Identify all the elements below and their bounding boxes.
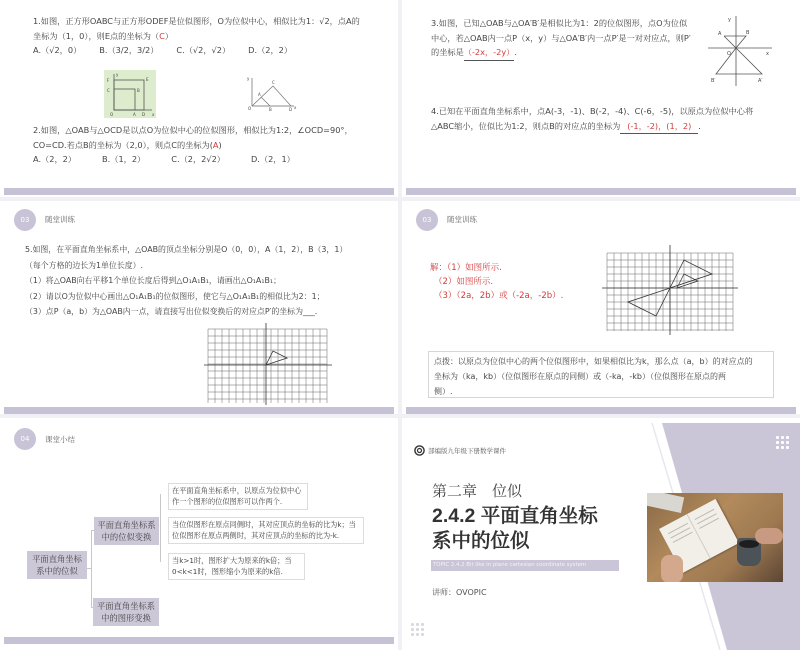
q2-answer: A (212, 139, 219, 150)
svg-text:A: A (718, 31, 722, 37)
slide-footer-bar (406, 188, 796, 195)
hint-line2: 坐标为（ka，kb）（位似图形在原点的同侧）或（-ka，-kb）（位似图形在原点的两 (434, 372, 726, 381)
q2-option-a: A.（2，2） (33, 154, 77, 164)
connector (160, 494, 161, 562)
q3-bowtie-figure (702, 12, 774, 88)
lesson-title-line1: 2.4.2 平面直角坐标 (432, 505, 598, 527)
section-title: 随堂训练 (45, 215, 75, 224)
lecturer: 讲师：OVOPIC (432, 588, 487, 597)
solution-text (430, 261, 563, 303)
slide-footer-bar (4, 188, 394, 195)
q1-option-a: A.（√2，0） (33, 45, 82, 55)
solution-line1: 解：（1）如图所示. (430, 263, 502, 273)
mindmap-branch-transform: 平面直角坐标系中的位似变换 (94, 517, 159, 545)
solution-line2: （2）如图所示. (434, 277, 494, 287)
svg-text:O: O (248, 106, 252, 111)
q2-suffix: ) (218, 139, 222, 150)
svg-text:C: C (272, 80, 275, 85)
svg-text:B: B (269, 107, 272, 112)
square-figure (104, 70, 156, 118)
mindmap-note-1: 在平面直角坐标系中，以原点为位似中心作一个图形的位似图形可以作两个. (168, 483, 308, 510)
q3-line1: 3.如图，已知△OAB与△OA′B′是相似比为1：2的位似图形，点O为位似 (431, 18, 688, 28)
connector (91, 530, 92, 608)
q1-option-d: D.（2，2） (248, 45, 293, 55)
svg-text:F: F (107, 78, 110, 83)
q3-line3 (431, 45, 711, 61)
svg-text:x: x (152, 112, 155, 117)
svg-text:A′: A′ (758, 78, 763, 84)
slide-5-summary[interactable] (0, 418, 398, 650)
svg-text:x: x (294, 105, 297, 110)
photo-hand-left (661, 555, 683, 582)
coordinate-grid-figure (202, 321, 334, 407)
svg-text:y: y (247, 76, 250, 81)
q4-answer: (-1，-2)，(1，2) (620, 119, 698, 135)
photo-papers (647, 493, 684, 513)
q3-line2: 中心，若△OAB内一点P（x，y）与△OA′B′内一点P′是一对对应点，则P′ (431, 32, 691, 43)
svg-text:x: x (766, 51, 769, 57)
mindmap-branch-figure: 平面直角坐标系中的图形变换 (93, 598, 159, 626)
photo-hand-right (755, 528, 783, 544)
slide-2-questions-3-4[interactable] (402, 0, 800, 197)
q1-line2 (33, 29, 393, 44)
svg-text:A: A (133, 112, 136, 117)
q2-line1: 2.如图，△OAB与△OCD是以点O为位似中心的位似图形，相似比为1:2，∠OCD=90°， (33, 125, 353, 135)
solution-grid-figure (600, 243, 740, 337)
q2-option-b: B.（1，2） (102, 154, 146, 164)
svg-text:E: E (146, 77, 149, 82)
q1-suffix: ） (164, 30, 174, 41)
slide-footer-bar (406, 407, 796, 414)
section-number-badge: 03 (14, 209, 36, 231)
slide-4-solution[interactable] (402, 201, 800, 414)
slide-footer-bar (4, 407, 394, 414)
svg-text:B′: B′ (711, 78, 716, 84)
q2-line2 (33, 138, 393, 153)
q3-stem: 的坐标是 (431, 47, 464, 57)
question-3 (431, 16, 711, 61)
svg-text:D: D (289, 107, 293, 112)
q2-option-d: D.（2，1） (250, 154, 295, 164)
section-title: 随堂训练 (447, 215, 477, 224)
decor-dots-bottom (411, 623, 424, 636)
q2-options (33, 152, 393, 167)
svg-text:A: A (258, 92, 261, 97)
question-1 (33, 14, 393, 58)
hint-box (428, 351, 774, 398)
q1-answer: C (159, 30, 165, 41)
svg-text:O: O (727, 51, 731, 57)
q5-line3: （1）将△OAB向右平移1个单位长度后得到△O₁A₁B₁，请画出△O₁A₁B₁； (25, 276, 281, 285)
hint-line1: 点拨：以原点为位似中心的两个位似图形中，如果相似比为k，那么点（a，b）的对应点的 (434, 357, 753, 366)
question-2 (33, 123, 393, 167)
lesson-title (432, 504, 598, 554)
decor-dots-top (776, 436, 789, 449)
svg-text:B: B (137, 88, 140, 93)
svg-text:y: y (728, 17, 731, 23)
ring-logo-icon (414, 445, 425, 456)
q1-option-b: B.（3/2，3/2） (99, 45, 159, 55)
mindmap-note-2: 当位似图形在原点同侧时，其对应顶点的坐标的比为k；当位似图形在原点两侧时，其对应顶点的坐标的比为-k. (168, 517, 364, 544)
q1-line1: 1.如图，正方形OABC与正方形ODEF是位似图形，O为位似中心，相似比为1：√2，点A的 (33, 16, 360, 26)
q4-line1: 4.已知在平面直角坐标系中，点A(-3，-1)、B(-2，-4)、C(-6，-5)，以原点为位似中心将 (431, 106, 754, 116)
slide-1-questions-1-2[interactable] (0, 0, 398, 197)
hint-line3: 侧）. (434, 387, 453, 396)
q1-stem: 坐标为（1，0），则E点的坐标为（ (33, 30, 160, 41)
section-number-badge: 04 (14, 428, 36, 450)
mindmap-note-3: 当k>1时，图形扩大为原来的k倍；当0<k<1时，图形缩小为原来的k倍. (168, 553, 305, 580)
q2-stem: CO=CD.若点B的坐标为（2,0），则点C的坐标为( (33, 139, 213, 150)
q1-option-c: C.（√2，√2） (176, 45, 231, 55)
q3-suffix: . (514, 47, 517, 57)
slide-6-cover[interactable] (402, 418, 800, 650)
q3-answer: （-2x，-2y） (464, 45, 515, 61)
question-4 (431, 104, 791, 134)
chapter-title: 第二章 位似 (432, 482, 523, 500)
svg-text:C: C (107, 88, 110, 93)
q5-line1: 5.如图，在平面直角坐标系中，△OAB的顶点坐标分别是O（0，0），A（1，2），B（3，1） (25, 245, 348, 254)
q5-line5: （3）点P（a，b）为△OAB内一点，请直接写出位似变换后的对应点P′的坐标为___. (25, 307, 318, 316)
course-label: 部编版九年级下册数学课件 (428, 447, 506, 455)
q5-line2: （每个方格的边长为1单位长度）. (25, 260, 143, 270)
slide-3-practice[interactable] (0, 201, 398, 414)
svg-text:y: y (116, 72, 119, 77)
q5-line4: （2）请以O为位似中心画出△O₁A₁B₁的位似图形，使它与△O₁A₁B₁的相似比为2：1； (25, 291, 325, 301)
solution-line3: （3）（2a，2b）或（-2a，-2b）. (434, 291, 564, 301)
q4-line2 (431, 119, 791, 135)
section-title: 课堂小结 (45, 435, 75, 444)
svg-text:B: B (746, 30, 750, 36)
course-label-row (414, 445, 506, 456)
svg-text:D: D (142, 112, 146, 117)
book-coffee-photo (647, 493, 783, 582)
q4-stem: △ABC缩小，位似比为1:2，则点B的对应点的坐标为 (431, 120, 621, 131)
mindmap-root: 平面直角坐标系中的位似 (27, 551, 87, 579)
triangle-figure (246, 76, 298, 112)
section-number-badge: 03 (416, 209, 438, 231)
lesson-title-line2: 系中的位似 (432, 530, 530, 552)
q1-options (33, 43, 393, 58)
svg-text:O: O (110, 112, 114, 117)
q2-option-c: C.（2，2√2） (171, 154, 225, 164)
slide-footer-bar (4, 637, 394, 644)
q4-suffix: . (698, 120, 701, 131)
question-5 (25, 242, 395, 320)
topic-english-banner: TOPIC 2.4.2 Bit like in plane cartesian coordinate system (431, 560, 619, 571)
